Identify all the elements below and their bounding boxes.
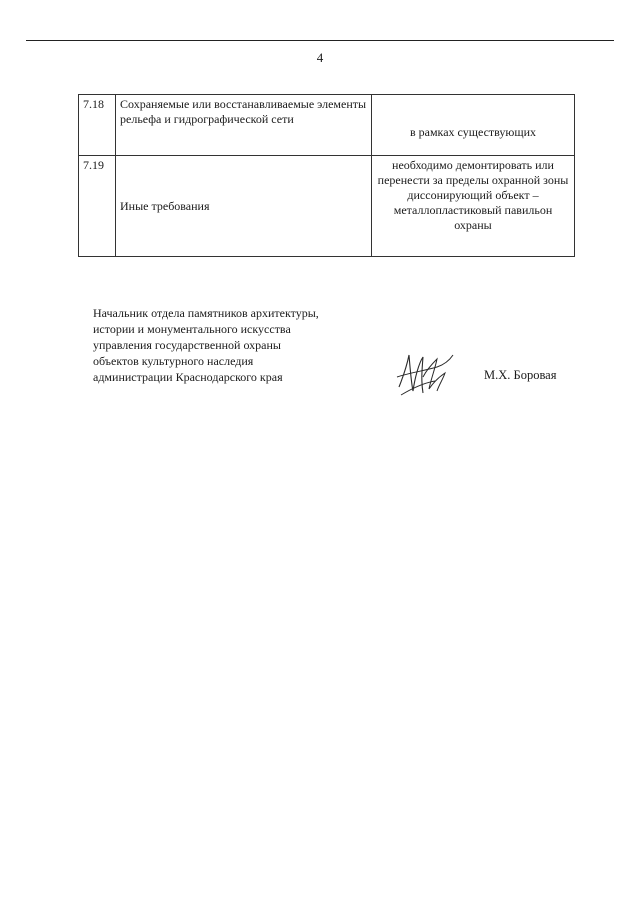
table-row — [79, 95, 575, 156]
handwritten-signature-icon — [393, 347, 457, 399]
row-number: 7.19 — [79, 156, 116, 257]
signer-name: М.Х. Боровая — [484, 368, 557, 382]
row-name-text: Сохраняемые или восстанавливаемые элементы рельефа и гидрографической сети — [120, 97, 367, 126]
row-number: 7.18 — [79, 95, 116, 156]
page-number: 4 — [316, 50, 324, 65]
position-line: администрации Краснодарского края — [93, 370, 283, 384]
requirements-table — [78, 94, 575, 257]
position-line: Начальник отдела памятников архитектуры, — [93, 306, 319, 320]
position-line: объектов культурного наследия — [93, 354, 254, 368]
row-value-text: необходимо демонтировать или перенести за пределы охранной зоны диссонирующий объект – металлопластиковый павильон охраны — [377, 158, 569, 232]
header-rule — [26, 40, 614, 41]
row-name-text: Иные требования — [120, 198, 210, 213]
row-value — [372, 156, 575, 257]
table-row — [79, 156, 575, 257]
position-line: истории и монументального искусства — [93, 322, 291, 336]
row-value-text: в рамках существующих — [409, 125, 537, 139]
row-name — [116, 156, 372, 257]
row-value — [372, 95, 575, 156]
signatory-position — [93, 305, 393, 385]
row-name — [116, 95, 372, 156]
position-line: управления государственной охраны — [93, 338, 281, 352]
